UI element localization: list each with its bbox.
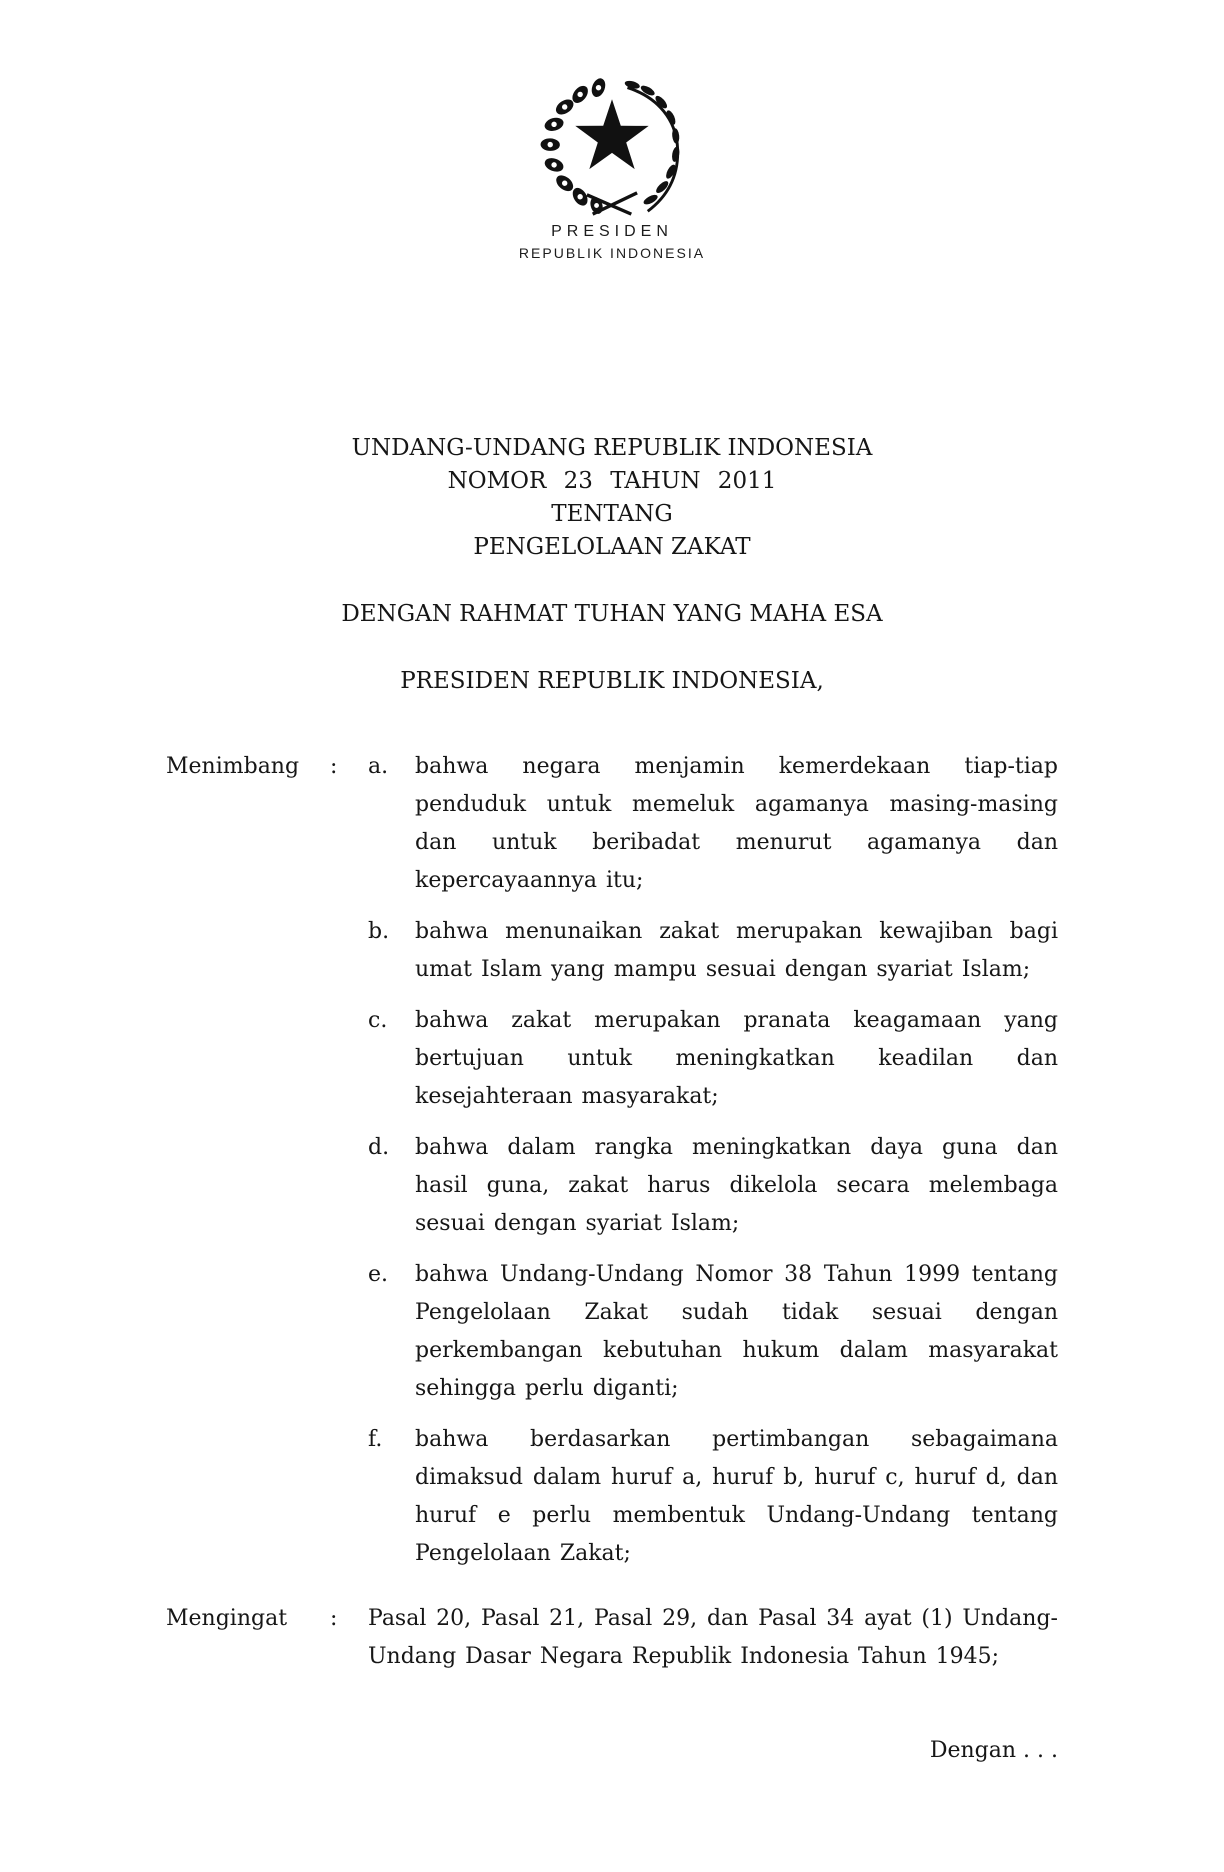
presidential-seal-icon xyxy=(533,78,691,218)
letterhead-presiden: PRESIDEN xyxy=(551,223,673,240)
item-text: bahwa berdasarkan pertimbangan sebagaimana dimaksud dalam huruf a, huruf b, huruf c, huruf d, dan huruf e perlu membentuk Undang-Undang tentang Pengelolaan Zakat; xyxy=(415,1427,1058,1566)
legal-basis-colon: : xyxy=(330,1606,338,1631)
title-line-4: PENGELOLAAN ZAKAT xyxy=(473,534,751,560)
document-title xyxy=(0,432,1224,564)
item-letter: d. xyxy=(368,1135,390,1160)
consideration-item-c xyxy=(368,1002,1058,1116)
considerations-label: Menimbang xyxy=(166,754,300,779)
consideration-item-a xyxy=(368,748,1058,900)
consideration-item-b xyxy=(368,913,1058,989)
consideration-item-d xyxy=(368,1129,1058,1243)
star-icon xyxy=(575,99,648,169)
item-text: bahwa zakat merupakan pranata keagamaan yang bertujuan untuk meningkatkan keadilan dan kesejahteraan masyarakat; xyxy=(415,1008,1058,1109)
invocation-line: DENGAN RAHMAT TUHAN YANG MAHA ESA xyxy=(341,601,883,627)
item-letter: e. xyxy=(368,1262,389,1287)
item-text: bahwa menunaikan zakat merupakan kewajiban bagi umat Islam yang mampu sesuai dengan syariat Islam; xyxy=(415,919,1058,982)
item-letter: c. xyxy=(368,1008,388,1033)
legal-basis-label: Mengingat xyxy=(166,1606,288,1631)
title-line-3: TENTANG xyxy=(551,501,673,527)
considerations-section xyxy=(166,748,1058,1573)
item-text: bahwa dalam rangka meningkatkan daya guna dan hasil guna, zakat harus dikelola secara melembaga sesuai dengan syariat Islam; xyxy=(415,1135,1058,1236)
consideration-item-e xyxy=(368,1256,1058,1408)
item-text: bahwa Undang-Undang Nomor 38 Tahun 1999 tentang Pengelolaan Zakat sudah tidak sesuai dengan perkembangan kebutuhan hukum dalam masyarakat sehingga perlu diganti; xyxy=(415,1262,1058,1401)
right-wreath xyxy=(624,79,681,211)
title-line-1: UNDANG-UNDANG REPUBLIK INDONESIA xyxy=(351,435,873,461)
item-text: bahwa negara menjamin kemerdekaan tiap-tiap penduduk untuk memeluk agamanya masing-masing dan untuk beribadat menurut agamanya dan kepercayaannya itu; xyxy=(415,754,1058,893)
letterhead xyxy=(0,78,1224,261)
title-line-2: NOMOR 23 TAHUN 2011 xyxy=(447,468,777,494)
letterhead-republik: REPUBLIK INDONESIA xyxy=(518,245,706,261)
authority-line: PRESIDEN REPUBLIK INDONESIA, xyxy=(400,668,824,694)
consideration-item-f xyxy=(368,1421,1058,1573)
legal-basis-text: Pasal 20, Pasal 21, Pasal 29, dan Pasal 34 ayat (1) Undang-Undang Dasar Negara Republik Indonesia Tahun 1945; xyxy=(368,1606,1058,1669)
page-catchword: Dengan . . . xyxy=(929,1738,1058,1763)
legal-basis-section xyxy=(166,1600,1058,1676)
item-letter: a. xyxy=(368,754,389,779)
item-letter: b. xyxy=(368,919,390,944)
considerations-colon: : xyxy=(330,754,338,779)
item-letter: f. xyxy=(368,1427,383,1452)
